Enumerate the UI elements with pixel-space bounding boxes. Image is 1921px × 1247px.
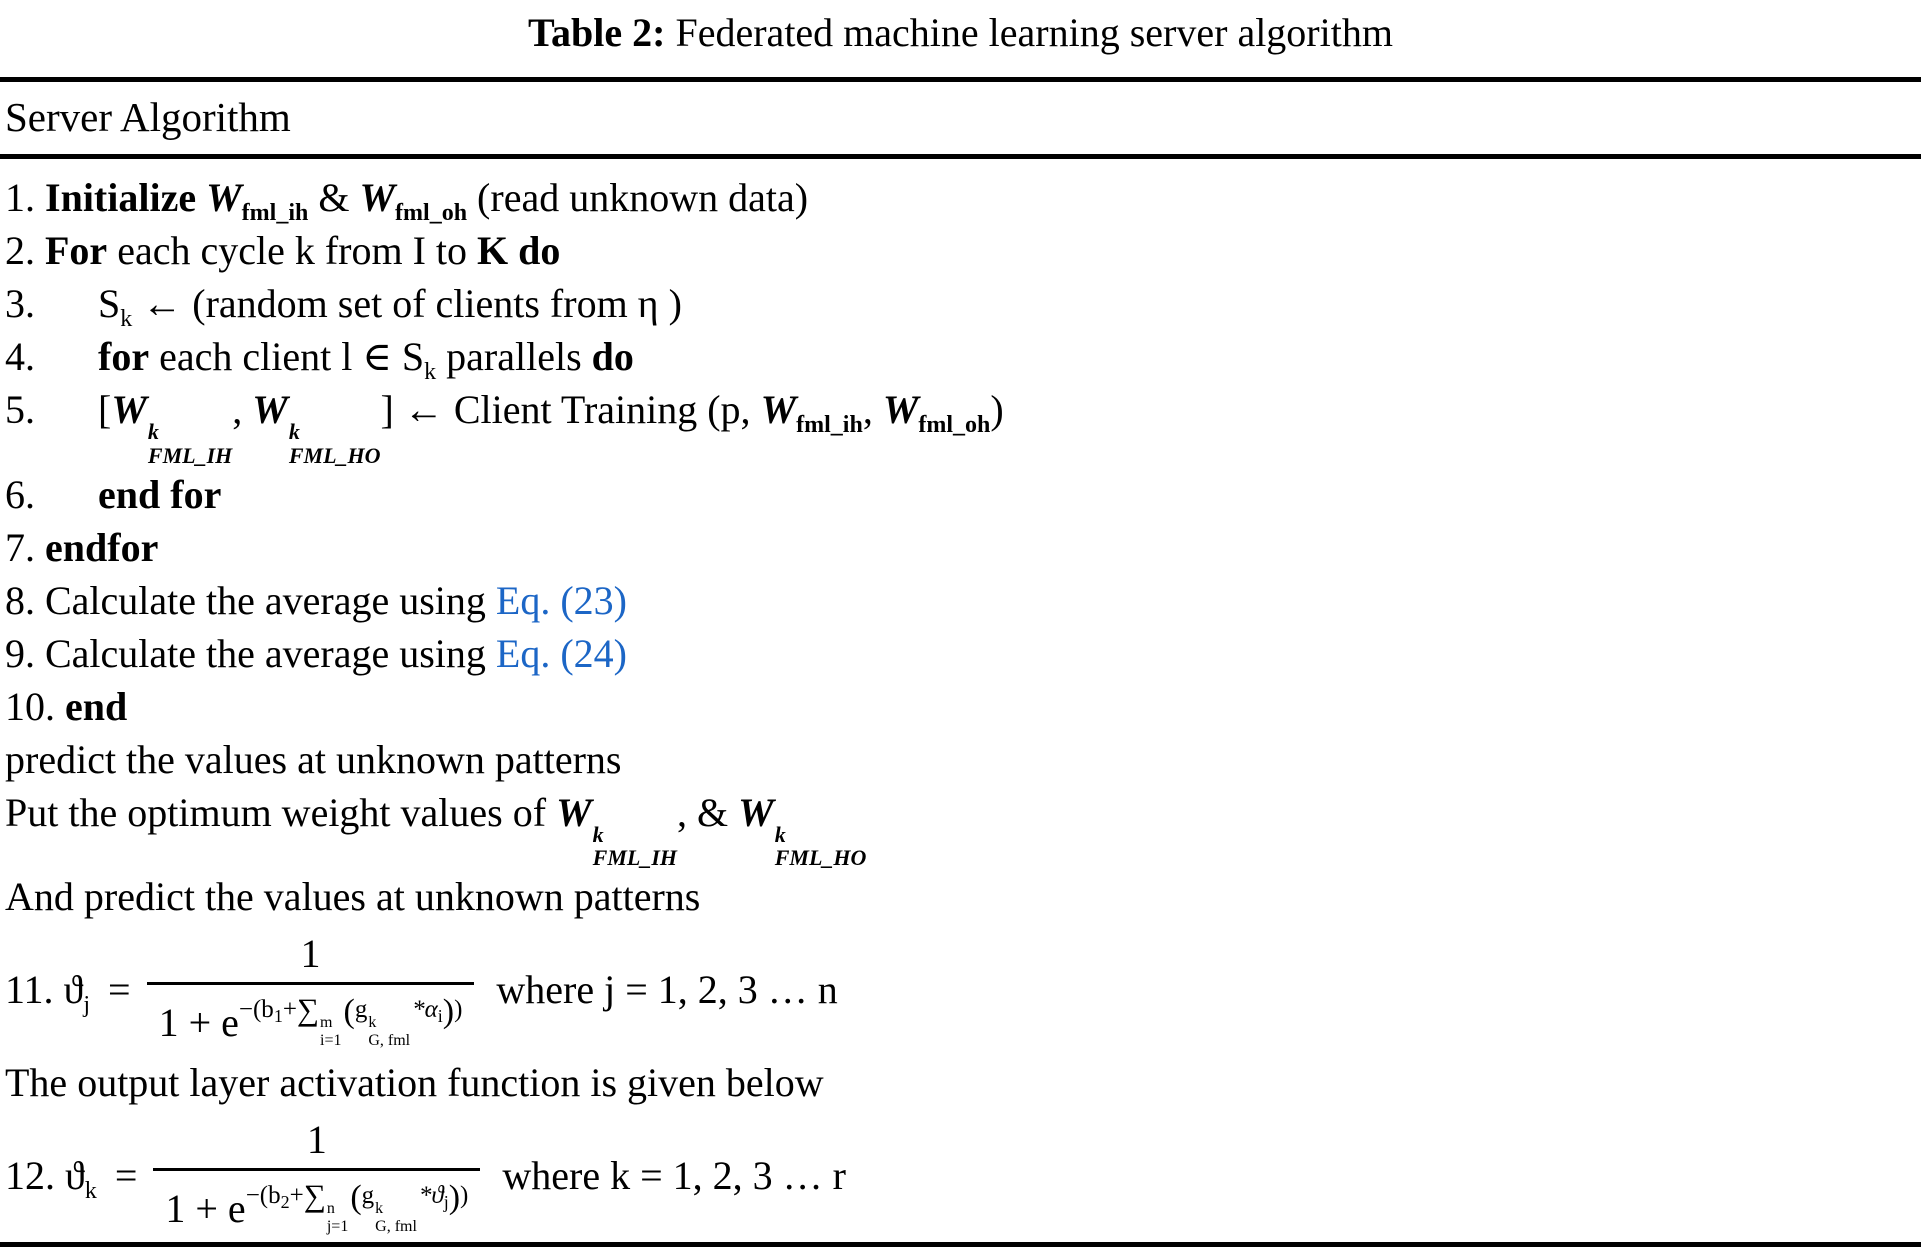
exponent	[238, 991, 463, 1049]
line-number: 11.	[5, 967, 54, 1012]
exp-close: )	[454, 995, 463, 1023]
weight-symbol: W	[760, 387, 797, 432]
paren-open: (	[350, 1178, 362, 1216]
g-subscript: G, fml	[375, 1217, 417, 1235]
sigma-icon: ∑	[296, 991, 320, 1027]
theta-term	[65, 1152, 97, 1204]
g-supsub	[368, 1014, 410, 1049]
line-text: (random set of clients from η )	[192, 281, 682, 326]
theta-symbol: ϑ	[65, 1153, 85, 1198]
algo-line-and-predict	[5, 870, 1921, 923]
table-rule-bottom	[0, 1242, 1921, 1247]
equals-sign: =	[114, 1153, 138, 1198]
theta-subscript: j	[443, 1191, 449, 1212]
keyword-end: end	[65, 683, 128, 729]
line-number: 3.	[5, 281, 35, 326]
algo-line-5	[5, 383, 1921, 468]
theta-term	[63, 966, 90, 1018]
table-header-label: Server Algorithm	[5, 94, 291, 140]
bracket-close: ]	[380, 387, 394, 432]
sigma-limits	[320, 1014, 341, 1049]
table-caption-label: Table 2:	[528, 10, 666, 55]
weight-superscript: k	[288, 419, 300, 444]
algo-line-eq12	[5, 1109, 1921, 1242]
g-symbol: g	[361, 1181, 375, 1209]
plus-sign: +	[289, 1181, 304, 1209]
weight-superscript: k	[774, 821, 786, 847]
algo-line-4	[5, 330, 1921, 383]
g-supsub	[375, 1200, 417, 1235]
algo-line-output-layer	[5, 1056, 1921, 1109]
theta-subscript: j	[83, 992, 90, 1018]
algo-line-7	[5, 521, 1921, 574]
paren-close: )	[442, 992, 455, 1030]
bracket-open: [	[98, 387, 112, 432]
fraction-numerator: 1	[306, 1116, 327, 1162]
set-subscript: k	[424, 359, 437, 385]
algo-line-10	[5, 680, 1921, 733]
algorithm-body	[0, 159, 1921, 1242]
exp-close: )	[460, 1181, 469, 1209]
algo-line-eq11	[5, 923, 1921, 1056]
line-number: 4.	[5, 334, 35, 379]
weight-subscript: fml_oh	[395, 200, 468, 226]
keyword-endfor: endfor	[45, 524, 159, 570]
mult-alpha: *α	[412, 995, 438, 1023]
sigma-upper: n	[326, 1199, 335, 1217]
algo-line-3	[5, 277, 1921, 330]
line-number: 9.	[5, 630, 35, 676]
weight-supsub	[775, 823, 867, 871]
exponent	[245, 1177, 469, 1235]
weight-subscript: fml_oh	[918, 412, 991, 438]
table-caption-text: Federated machine learning server algorithm	[675, 10, 1393, 55]
sigma-upper: m	[320, 1013, 333, 1031]
bias-subscript: 1	[273, 1005, 283, 1026]
weight-superscript: k	[592, 821, 604, 847]
line-text: predict the values at unknown patterns	[5, 736, 622, 782]
g-superscript: k	[368, 1013, 377, 1031]
table-header-row	[0, 82, 1921, 154]
algo-line-2	[5, 224, 1921, 277]
keyword-end-for: end for	[98, 471, 222, 517]
weight-supsub	[593, 823, 677, 871]
weight-symbol: W	[556, 789, 592, 835]
weight-subscript: FML_IH	[147, 442, 233, 468]
algo-line-8	[5, 574, 1921, 627]
algo-line-9	[5, 627, 1921, 680]
sigmoid-fraction	[147, 930, 475, 1049]
comma: ,	[862, 387, 873, 432]
algo-line-1	[5, 171, 1921, 224]
algo-line-6	[5, 468, 1921, 521]
line-text: And predict the values at unknown patterns	[5, 874, 701, 919]
weight-symbol: W	[738, 789, 774, 835]
arrow-left-icon: ←	[403, 387, 444, 432]
line-text: Calculate the average using	[45, 630, 486, 676]
keyword-for: for	[98, 334, 150, 379]
paren-close: )	[448, 1178, 461, 1216]
ampersand: &	[318, 175, 350, 220]
line-number: 10.	[5, 683, 55, 729]
set-symbol: S	[98, 281, 121, 326]
equals-sign: =	[108, 967, 131, 1012]
theta-symbol: ϑ	[63, 967, 84, 1012]
where-clause: where j = 1, 2, 3 … n	[496, 967, 838, 1012]
weight-subscript: fml_ih	[796, 412, 863, 438]
line-text: (read unknown data)	[477, 175, 809, 220]
line-number: 8.	[5, 577, 35, 623]
comma-amp: , &	[677, 789, 729, 835]
fraction-denominator	[147, 982, 475, 1049]
algo-line-put-optimum	[5, 786, 1921, 871]
set-subscript: k	[120, 306, 133, 332]
weight-subscript: FML_HO	[288, 442, 381, 468]
keyword-for: For	[45, 228, 108, 273]
line-text: each cycle k from I to	[117, 228, 468, 273]
g-superscript: k	[375, 1199, 384, 1217]
line-text: Put the optimum weight values of	[5, 789, 547, 835]
line-text: each client l ∈ S	[159, 334, 425, 379]
sigma-lower: j=1	[326, 1217, 349, 1235]
weight-symbol: W	[111, 387, 147, 432]
mult-theta: *ϑ	[418, 1181, 444, 1209]
weight-superscript: k	[147, 419, 159, 444]
line-number: 6.	[5, 471, 35, 517]
plus-sign: +	[282, 995, 297, 1023]
algo-line-predict	[5, 733, 1921, 786]
eq-23-link[interactable]: Eq. (23)	[495, 577, 627, 623]
bias-subscript: 2	[280, 1191, 290, 1212]
sigma-icon: ∑	[303, 1177, 326, 1213]
keyword-do: do	[518, 228, 561, 273]
weight-subscript: FML_IH	[592, 845, 677, 871]
sigma-limits	[327, 1200, 348, 1235]
exp-open: −(b	[238, 995, 274, 1023]
line-text: The output layer activation function is given below	[5, 1060, 824, 1105]
g-subscript: G, fml	[368, 1031, 411, 1049]
symbol-K: K	[477, 228, 509, 273]
sigmoid-fraction	[153, 1116, 480, 1235]
line-number: 1.	[5, 175, 35, 220]
fraction-numerator: 1	[300, 930, 321, 976]
comma: ,	[232, 387, 243, 432]
paren-open: (	[343, 992, 355, 1030]
sigma-lower: i=1	[320, 1031, 342, 1049]
weight-symbol: W	[206, 175, 242, 220]
denominator-base: 1 + e	[158, 999, 239, 1045]
keyword-do: do	[591, 334, 634, 379]
table-caption	[0, 0, 1921, 57]
line-number: 5.	[5, 387, 35, 432]
eq-24-link[interactable]: Eq. (24)	[495, 630, 627, 676]
weight-symbol: W	[359, 175, 396, 220]
g-symbol: g	[354, 995, 368, 1023]
weight-supsub	[148, 420, 232, 468]
weight-subscript: fml_ih	[241, 200, 309, 226]
line-number: 12.	[5, 1153, 55, 1198]
fraction-denominator	[153, 1168, 480, 1235]
line-number: 2.	[5, 228, 35, 273]
line-text: Client Training (p,	[453, 387, 751, 432]
weight-supsub	[289, 420, 381, 468]
arrow-left-icon: ←	[142, 281, 183, 326]
weight-symbol: W	[882, 387, 919, 432]
line-number: 7.	[5, 524, 35, 570]
where-clause: where k = 1, 2, 3 … r	[502, 1153, 846, 1198]
line-text: Calculate the average using	[45, 577, 486, 623]
denominator-base: 1 + e	[165, 1185, 246, 1231]
weight-symbol: W	[252, 387, 288, 432]
keyword-initialize: Initialize	[45, 175, 197, 220]
alpha-subscript: i	[437, 1005, 443, 1026]
weight-subscript: FML_HO	[774, 845, 867, 871]
line-text: parallels	[446, 334, 582, 379]
theta-subscript: k	[84, 1178, 97, 1204]
paren-close: )	[990, 387, 1004, 432]
exp-open: −(b	[245, 1181, 281, 1209]
